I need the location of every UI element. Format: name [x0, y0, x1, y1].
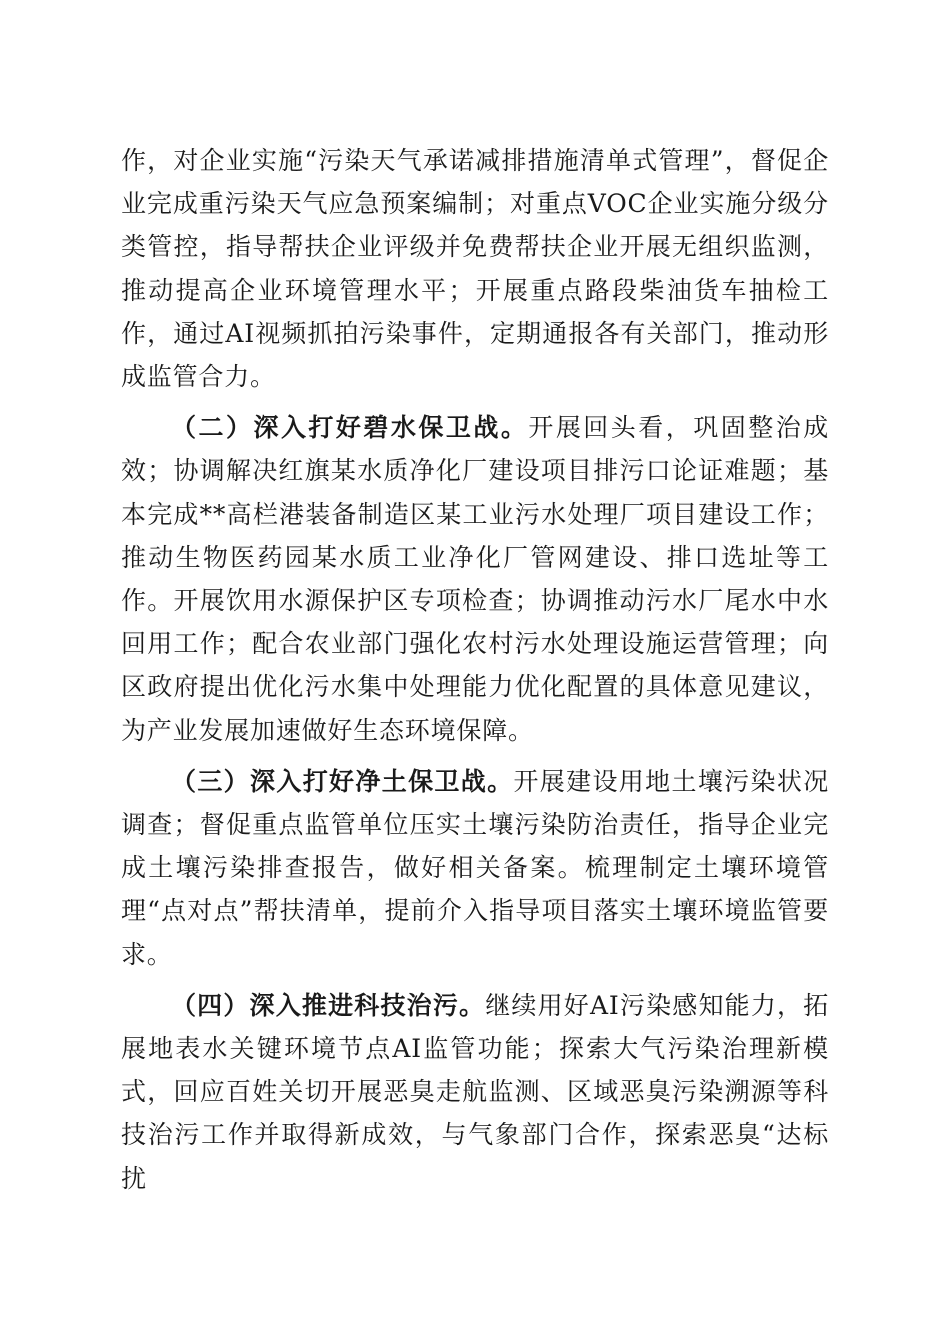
paragraph-clean-soil — [121, 760, 829, 976]
paragraph-text: 开展回头看，巩固整治成效；协调解决红旗某水质净化厂建设项目排污口论证难题；基本完成**高栏港装备制造区某工业污水处理厂项目建设工作；推动生物医药园某水质工业净化厂管网建设、排口选址等工作。开展饮用水源保护区专项检查；协调推动污水厂尾水中水回用工作；配合农业部门强化农村污水处理设施运营管理；向区政府提出优化污水集中处理能力优化配置的具体意见建议，为产业发展加速做好生态环境保障。 — [121, 413, 829, 745]
paragraph-clear-water — [121, 406, 829, 752]
paragraph-text: 开展建设用地土壤污染状况调查；督促重点监管单位压实土壤污染防治责任，指导企业完成土壤污染排查报告，做好相关备案。梳理制定土壤环境管理“点对点”帮扶清单，提前介入指导项目落实土壤环境监管要求。 — [121, 766, 829, 969]
document-body — [121, 139, 829, 1200]
paragraph-continuation — [121, 139, 829, 398]
paragraph-tech-pollution-control — [121, 984, 829, 1200]
paragraph-text: 继续用好AI污染感知能力，拓展地表水关键环境节点AI监管功能；探索大气污染治理新模式，回应百姓关切开展恶臭走航监测、区域恶臭污染溯源等科技治污工作并取得新成效，与气象部门合作，探索恶臭“达标扰 — [121, 990, 829, 1193]
section-heading-clear-water: （二）深入打好碧水保卫战。 — [171, 413, 529, 443]
paragraph-text: 作，对企业实施“污染天气承诺减排措施清单式管理”，督促企业完成重污染天气应急预案编制；对重点VOC企业实施分级分类管控，指导帮扶企业评级并免费帮扶企业开展无组织监测，推动提高企业环境管理水平；开展重点路段柴油货车抽检工作，通过AI视频抓拍污染事件，定期通报各有关部门，推动形成监管合力。 — [121, 146, 829, 392]
section-heading-clean-soil: （三）深入打好净土保卫战。 — [171, 766, 514, 796]
section-heading-tech-pollution-control: （四）深入推进科技治污。 — [171, 990, 486, 1020]
